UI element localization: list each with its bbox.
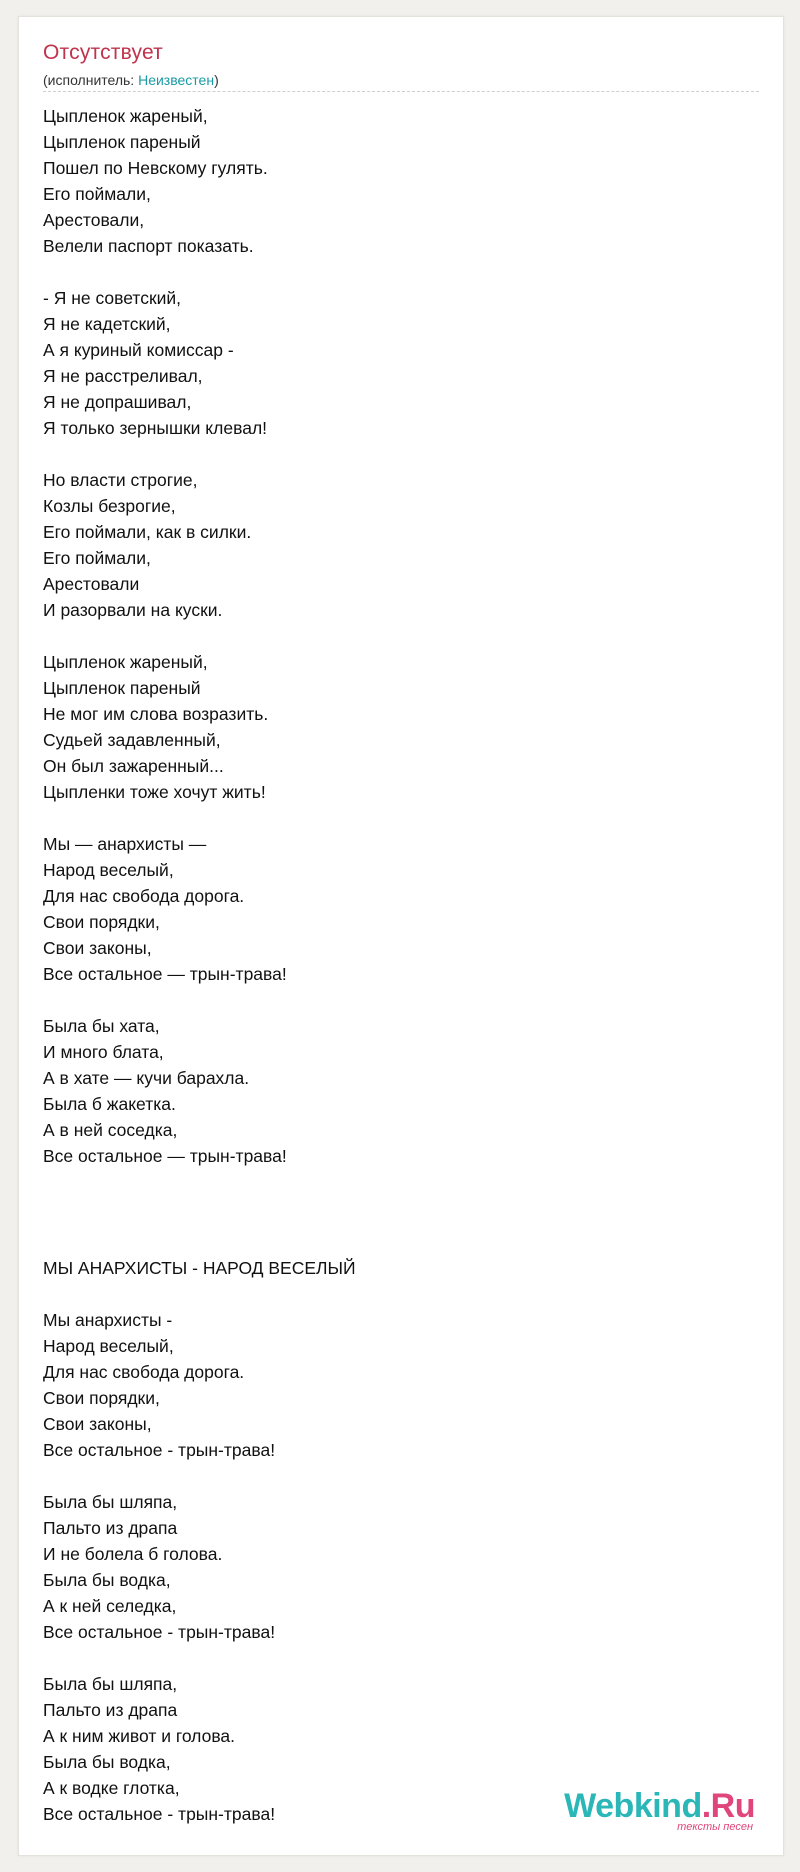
lyric-line: А я куриный комиссар - xyxy=(43,340,234,360)
lyric-line: Была бы водка, xyxy=(43,1752,171,1772)
lyric-line: Все остальное - трын-трава! xyxy=(43,1440,276,1460)
lyric-line: Народ веселый, xyxy=(43,1336,174,1356)
lyric-line: Пошел по Невскому гулять. xyxy=(43,158,268,178)
lyric-line: Пальто из драпа xyxy=(43,1518,178,1538)
lyric-line: И много блата, xyxy=(43,1042,164,1062)
lyric-line: Я только зернышки клевал! xyxy=(43,418,268,438)
lyric-line: Но власти строгие, xyxy=(43,470,198,490)
logo-dot: . xyxy=(701,1787,711,1825)
logo-tld: Ru xyxy=(710,1787,755,1825)
site-logo[interactable] xyxy=(564,1789,755,1833)
lyric-line: Все остальное — трын-трава! xyxy=(43,1146,287,1166)
lyric-line: Арестовали xyxy=(43,574,140,594)
lyrics-card xyxy=(18,16,784,1856)
lyric-line: Для нас свобода дорога. xyxy=(43,886,245,906)
lyric-line: Все остальное - трын-трава! xyxy=(43,1804,276,1824)
lyric-line: Свои законы, xyxy=(43,1414,152,1434)
stanza xyxy=(43,1013,759,1169)
artist-link[interactable]: Неизвестен xyxy=(138,72,215,88)
stanza xyxy=(43,285,759,441)
lyric-line: Цыпленок жареный, xyxy=(43,652,208,672)
lyric-line: И не болела б голова. xyxy=(43,1544,223,1564)
lyric-line: Он был зажаренный... xyxy=(43,756,224,776)
stanza xyxy=(43,1307,759,1463)
song-title: Отсутствует xyxy=(43,41,163,64)
lyric-line: Свои законы, xyxy=(43,938,152,958)
lyric-line: А в хате — кучи барахла. xyxy=(43,1068,250,1088)
lyric-line: Была бы шляпа, xyxy=(43,1674,178,1694)
lyric-line: Судьей задавленный, xyxy=(43,730,221,750)
title-divider xyxy=(43,91,759,92)
artist-prefix: (исполнитель: xyxy=(43,72,139,88)
lyric-line: Арестовали, xyxy=(43,210,145,230)
stanza xyxy=(43,831,759,987)
lyric-line: Была бы шляпа, xyxy=(43,1492,178,1512)
stanza xyxy=(43,103,759,259)
section-heading: МЫ АНАРХИСТЫ - НАРОД ВЕСЕЛЫЙ xyxy=(43,1258,356,1278)
lyric-line: Козлы безрогие, xyxy=(43,496,176,516)
lyric-line: Цыпленки тоже хочут жить! xyxy=(43,782,266,802)
lyric-line: Все остальное — трын-трава! xyxy=(43,964,287,984)
lyric-line: Я не расстреливал, xyxy=(43,366,203,386)
lyrics-part-1 xyxy=(43,103,759,1169)
lyric-line: Свои порядки, xyxy=(43,1388,160,1408)
artist-line xyxy=(43,72,219,88)
lyric-line: Я не допрашивал, xyxy=(43,392,192,412)
lyric-line: Свои порядки, xyxy=(43,912,160,932)
lyric-line: - Я не советский, xyxy=(43,288,182,308)
lyric-line: Мы — анархисты — xyxy=(43,834,207,854)
lyric-line: Цыпленок пареный xyxy=(43,132,201,152)
lyric-line: Цыпленок пареный xyxy=(43,678,201,698)
lyric-line: Была бы хата, xyxy=(43,1016,160,1036)
logo-wordmark xyxy=(564,1789,755,1823)
lyrics-body xyxy=(43,103,759,1853)
lyric-line: Не мог им слова возразить. xyxy=(43,704,269,724)
stanza xyxy=(43,649,759,805)
lyric-line: Была бы водка, xyxy=(43,1570,171,1590)
lyric-line: А в ней соседка, xyxy=(43,1120,178,1140)
lyric-line: А к ним живот и голова. xyxy=(43,1726,236,1746)
lyric-line: Его поймали, как в силки. xyxy=(43,522,252,542)
lyric-line: Пальто из драпа xyxy=(43,1700,178,1720)
lyrics-part-2 xyxy=(43,1307,759,1827)
lyric-line: И разорвали на куски. xyxy=(43,600,223,620)
stanza xyxy=(43,1489,759,1645)
lyric-line: Мы анархисты - xyxy=(43,1310,173,1330)
lyric-line: Я не кадетский, xyxy=(43,314,171,334)
lyric-line: Для нас свобода дорога. xyxy=(43,1362,245,1382)
stanza xyxy=(43,467,759,623)
lyric-line: Велели паспорт показать. xyxy=(43,236,254,256)
lyric-line: Была б жакетка. xyxy=(43,1094,176,1114)
lyric-line: Его поймали, xyxy=(43,548,151,568)
lyric-line: А к водке глотка, xyxy=(43,1778,180,1798)
lyric-line: Народ веселый, xyxy=(43,860,174,880)
lyric-line: Цыпленок жареный, xyxy=(43,106,208,126)
logo-tagline: тексты песен xyxy=(677,1821,753,1833)
logo-word: Webkind xyxy=(564,1787,702,1825)
lyric-line: Его поймали, xyxy=(43,184,151,204)
lyric-line: Все остальное - трын-трава! xyxy=(43,1622,276,1642)
lyric-line: А к ней селедка, xyxy=(43,1596,177,1616)
artist-suffix: ) xyxy=(214,72,219,88)
section-spacer xyxy=(43,1195,759,1255)
